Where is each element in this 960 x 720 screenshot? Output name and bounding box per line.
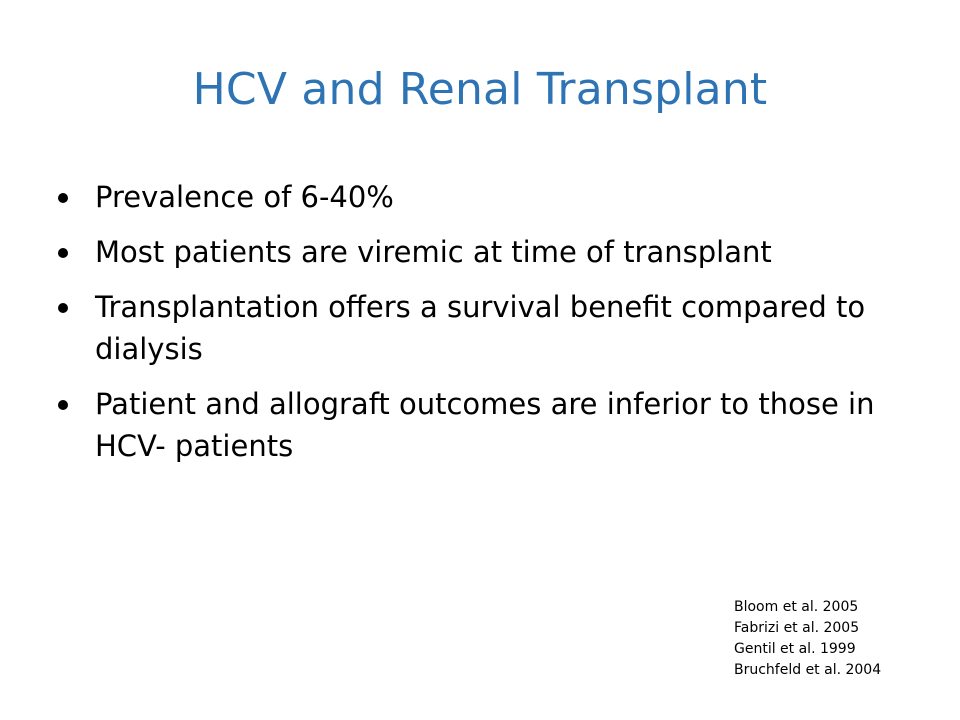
reference-item: Fabrizi et al. 2005 (734, 620, 860, 636)
bullet-icon (58, 303, 68, 313)
bullet-list (58, 176, 918, 480)
references-list (734, 597, 944, 681)
reference-item: Gentil et al. 1999 (734, 641, 856, 657)
bullet-text: Prevalence of 6-40% (95, 180, 394, 214)
bullet-icon (58, 193, 68, 203)
bullet-text: Most patients are viremic at time of transplant (95, 235, 772, 269)
bullet-icon (58, 400, 68, 410)
reference-item: Bruchfeld et al. 2004 (734, 662, 882, 678)
bullet-item (58, 383, 918, 467)
bullet-item (58, 231, 918, 273)
bullet-text: Transplantation offers a survival benefit compared to dialysis (95, 290, 866, 366)
bullet-text: Patient and allograft outcomes are inferior to those in HCV- patients (95, 387, 875, 463)
bullet-item (58, 176, 918, 218)
slide-title: HCV and Renal Transplant (192, 64, 768, 115)
reference-item: Bloom et al. 2005 (734, 599, 859, 615)
bullet-icon (58, 248, 68, 258)
bullet-item (58, 286, 918, 370)
